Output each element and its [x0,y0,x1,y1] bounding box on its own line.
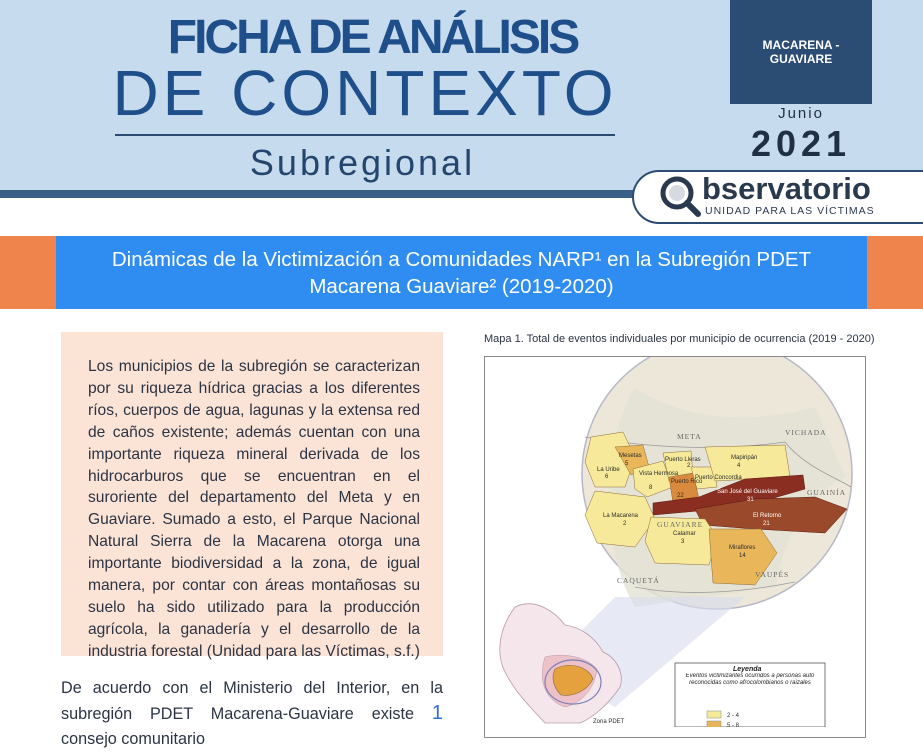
highlight-text: Los municipios de la subregión se caracterizan por su riqueza hídrica gracias a los diferentes ríos, cuerpos de agua, lagunas y la extensa red de caños existente; además cuentan con una importante riqueza mineral derivada de los hidrocarburos que se encuentran en el suroriente del departamento del Meta y en Guaviare. Sumado a esto, el Parque Nacional Natural Sierra de la Macarena otorga una importante biodiversidad a la zona, de igual manera, por contar con áreas montañosas su suelo ha sido utilizado para la producción agrícola, la ganadería y el desarrollo de la industria forestal (Unidad para las Víctimas, s.f.) [88,358,420,660]
value-miraflores: 14 [739,553,746,559]
section-banner [56,236,867,309]
label-calamar: Calamar [673,531,696,537]
title-line-1: FICHA DE ANÁLISIS [167,11,578,64]
label-la-uribe: La Uribe [597,467,620,473]
legend-subtitle: Eventos victimizantes ocurridos a personas auto reconocidas como afrocolombianos o raizales [685,673,815,686]
legend-swatch-1 [707,711,721,718]
banner-line-1: Dinámicas de la Victimización a Comunidades NARP¹ en la Subregión PDET [111,247,812,271]
title-line-2: DE CONTEXTO [112,57,618,129]
label-san-jose: San José del Guaviare [717,489,778,495]
dept-label-guaviare: GUAVIARE [657,520,704,529]
body-paragraph [61,676,443,752]
month-label: Junio [778,105,824,122]
magnifier-o-icon [658,174,702,218]
label-puerto-lleras: Puerto Lleras [665,457,701,463]
banner-line-2: Macarena Guaviare² (2019-2020) [309,274,614,298]
label-el-retorno: El Retorno [753,513,782,519]
title-divider [115,134,615,136]
value-puerto-lleras: 2 [687,463,691,469]
map-legend [675,663,825,727]
map-caption: Mapa 1. Total de eventos individuales por municipio de ocurrencia (2019 - 2020) [484,333,875,345]
dept-label-meta: META [677,432,702,441]
label-miraflores: Miraflores [729,545,756,551]
highlight-box [61,332,443,660]
council-count: 1 [431,702,443,724]
banner-accent-right [867,236,923,309]
label-mapiripan: Mapiripán [731,455,758,461]
label-vista-hermosa: Vista Hermosa [639,471,679,477]
value-vista-hermosa: 8 [649,485,653,491]
region-badge [730,0,872,104]
value-mapiripan: 4 [737,463,741,469]
value-la-macarena: 2 [623,521,627,527]
zone-pdet-label: Zona PDET [593,719,625,725]
dept-label-vaupes: VAUPÉS [755,570,790,579]
value-puerto-rico: 22 [677,493,684,499]
dept-label-caqueta: CAQUETÁ [617,576,660,585]
legend-range-2: 5 - 8 [727,723,740,727]
value-el-retorno: 21 [763,521,770,527]
label-puerto-concordia: Puerto Concordia [695,475,742,481]
value-la-uribe: 6 [605,474,609,480]
label-mesetas: Mesetas [619,453,642,459]
logo-subtitle: UNIDAD PARA LAS VÍCTIMAS [705,205,875,217]
legend-title: Leyenda [733,666,762,673]
paragraph-text-start: De acuerdo con el Ministerio del Interior, en la subregión PDET Macarena-Guaviare existe [61,679,443,723]
banner-accent-left [0,236,56,309]
logo-name: bservatorio [702,171,871,206]
legend-range-1: 2 - 4 [727,713,740,719]
dept-label-guainia: GUAINÍA [807,488,847,497]
value-san-jose: 31 [747,497,754,503]
legend-swatch-2 [707,721,721,727]
year-label: 2021 [750,123,852,164]
title-line-3: Subregional [249,142,476,183]
region-label: MACARENA - GUAVIARE [762,38,840,66]
value-mesetas: 5 [625,461,629,467]
paragraph-text-end: consejo comunitario [61,730,205,748]
label-la-macarena: La Macarena [603,513,639,519]
map-figure [485,357,863,727]
label-puerto-rico: Puerto Rico [671,479,703,485]
dept-label-vichada: VICHADA [785,428,827,437]
value-calamar: 3 [681,539,685,545]
